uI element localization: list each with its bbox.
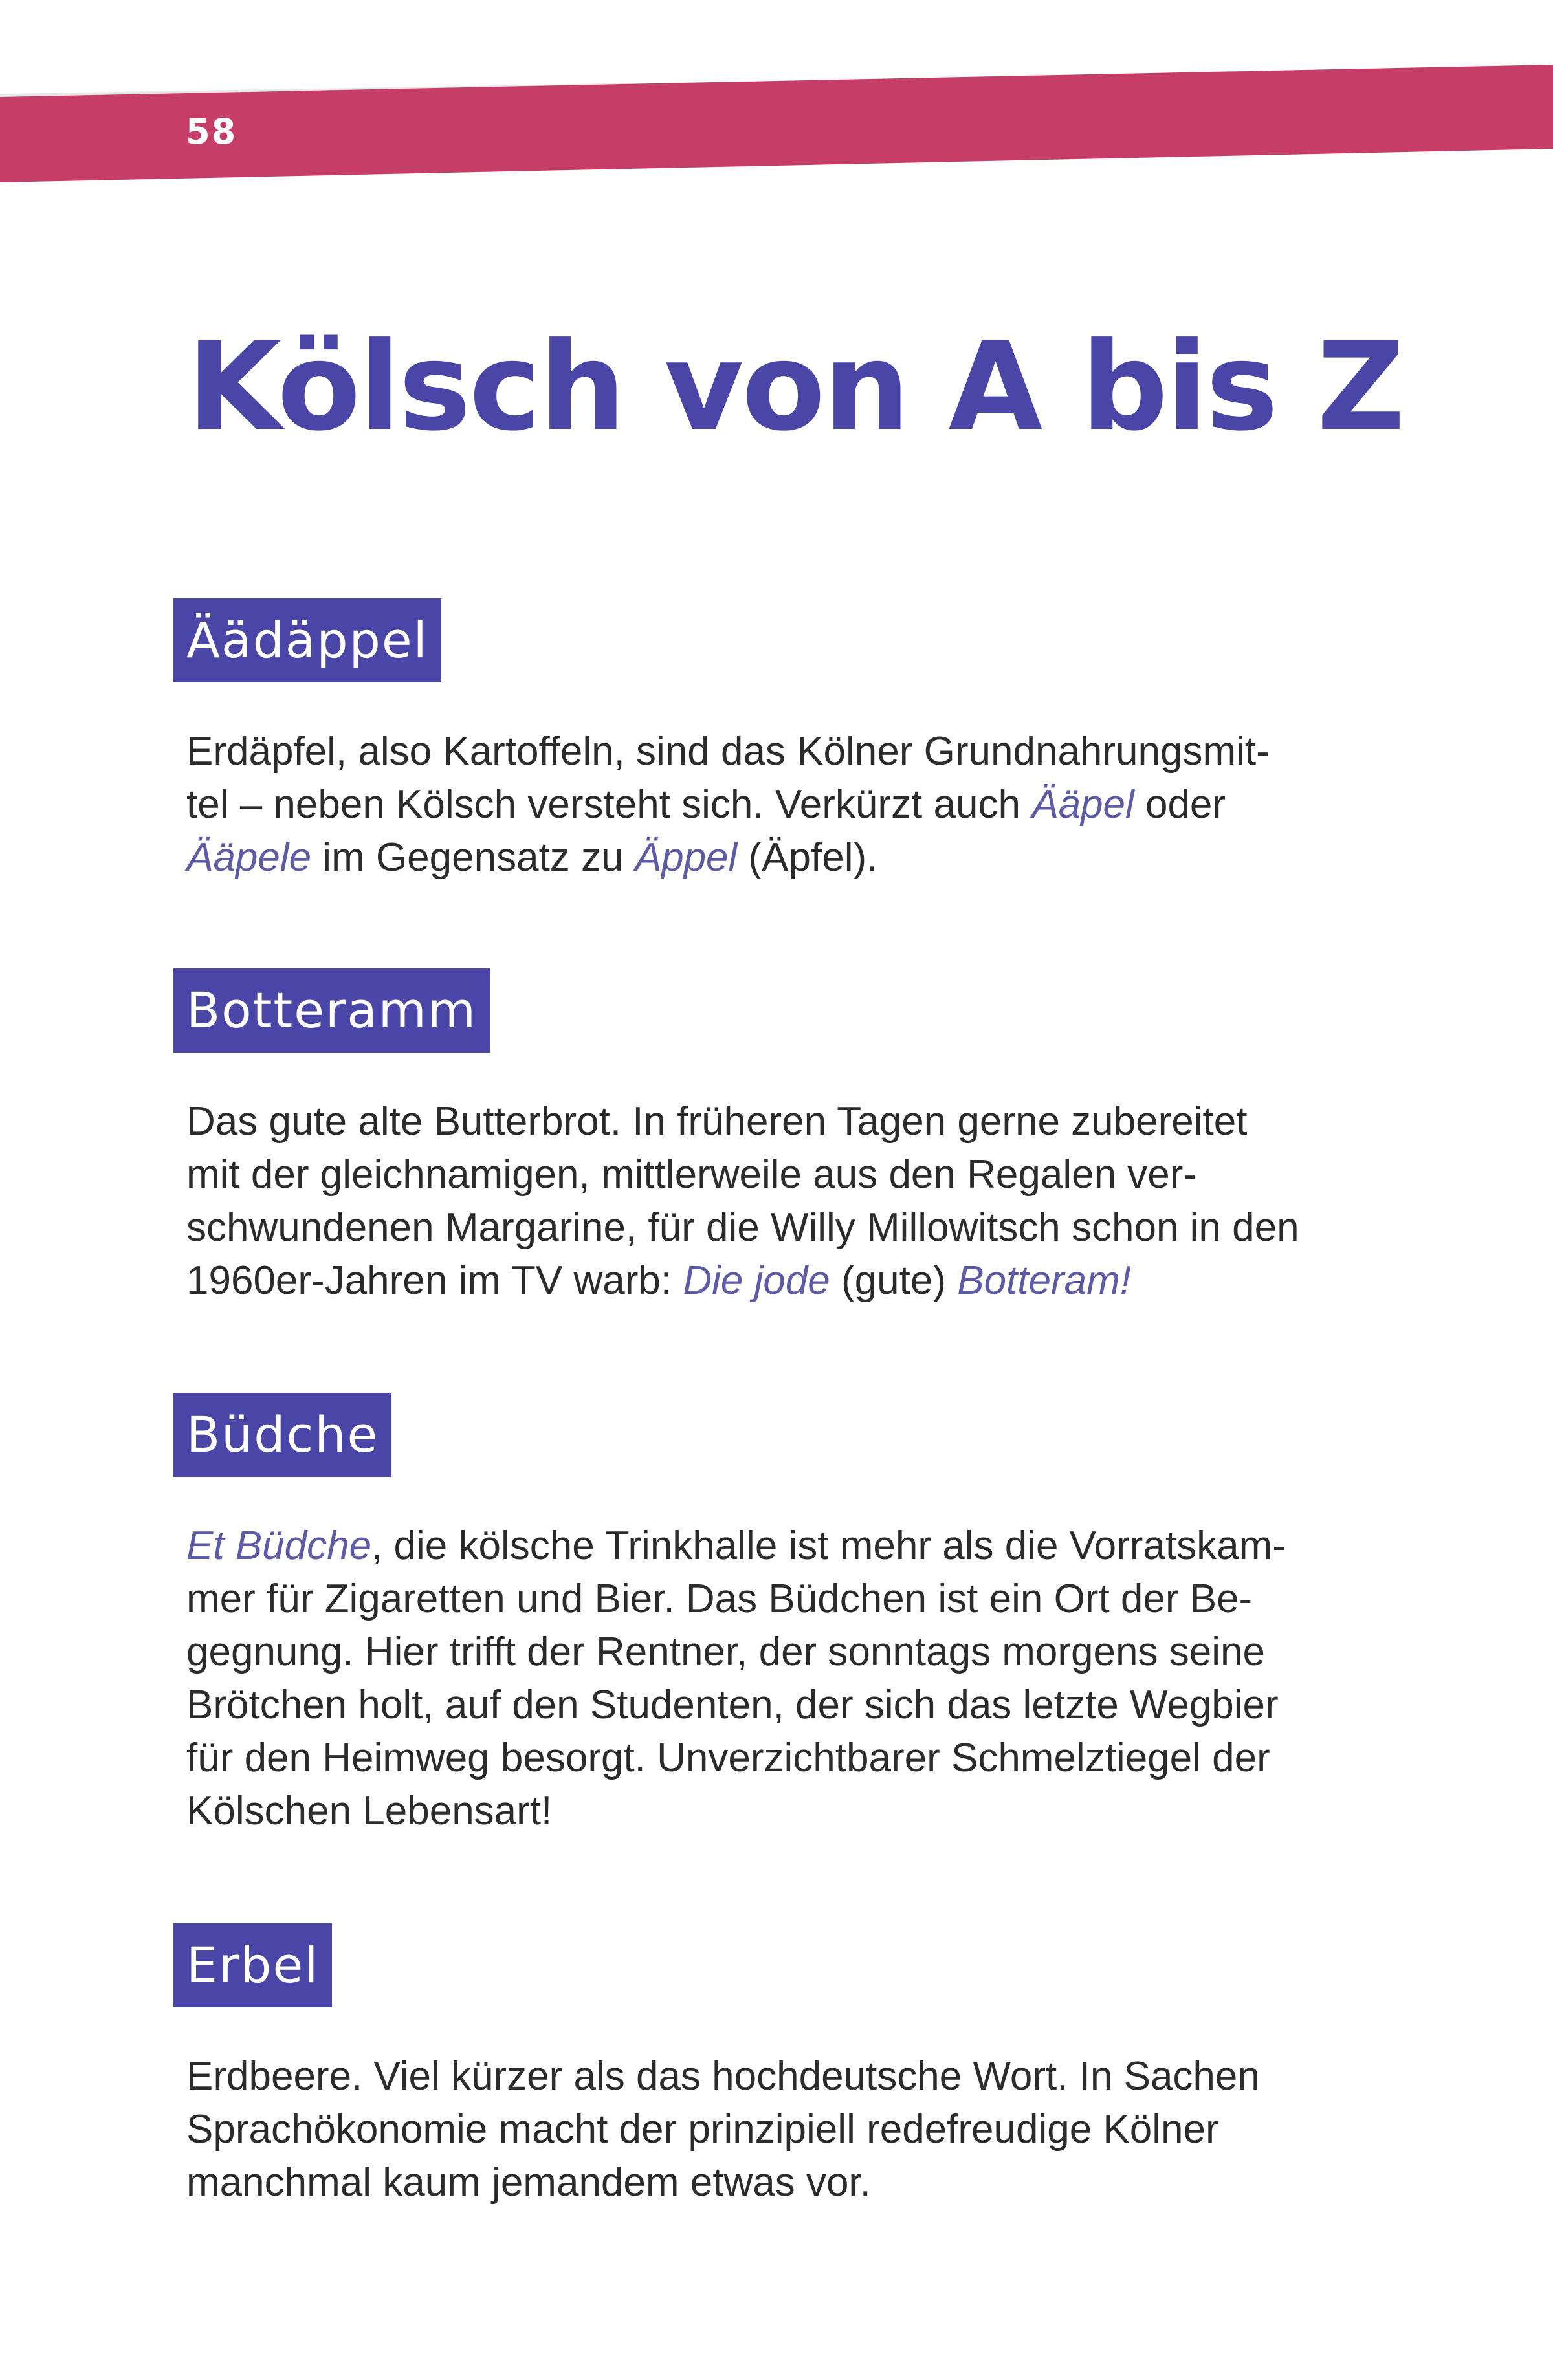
text-run: gegnung. Hier trifft der Rentner, der sonntags morgens seine <box>186 1630 1265 1674</box>
header-band <box>0 0 1553 207</box>
text-run: (gute) <box>830 1258 958 1303</box>
text-run: mit der gleichnamigen, mittlerweile aus den Regalen ver- <box>186 1152 1197 1197</box>
definition-line <box>186 2156 1377 2209</box>
text-run: schwundenen Margarine, für die Willy Millowitsch schon in den <box>186 1205 1299 1250</box>
text-run: (Äpfel). <box>737 835 878 880</box>
page-number: 58 <box>186 111 237 152</box>
glossary-entry <box>173 1393 1377 1838</box>
entry-definition <box>186 725 1377 884</box>
text-run: für den Heimweg besorgt. Unverzichtbarer Schmelztiegel der <box>186 1736 1270 1780</box>
dialect-word: Ääpele <box>186 835 312 880</box>
entry-term: Äädäppel <box>173 598 441 682</box>
text-run: im Gegensatz zu <box>311 835 635 880</box>
definition-line <box>186 1679 1377 1732</box>
text-run: Erdäpfel, also Kartoffeln, sind das Kölner Grundnahrungsmit- <box>186 729 1270 774</box>
text-run: Erdbeere. Viel kürzer als das hochdeutsche Wort. In Sachen <box>186 2054 1260 2099</box>
dialect-word: Äppel <box>634 835 738 880</box>
definition-line <box>186 1732 1377 1785</box>
entry-term: Büdche <box>173 1393 391 1477</box>
text-run: 1960er-Jahren im TV warb: <box>186 1258 683 1303</box>
glossary-entry <box>173 598 1377 884</box>
entry-term: Botteramm <box>173 968 490 1053</box>
header-band-shape <box>0 0 1553 207</box>
definition-line <box>186 831 1377 884</box>
definition-line <box>186 2050 1377 2103</box>
entry-definition <box>186 2050 1377 2209</box>
dialect-word: Botteram! <box>957 1258 1131 1303</box>
text-run: Das gute alte Butterbrot. In früheren Tagen gerne zubereitet <box>186 1099 1248 1144</box>
entry-definition <box>186 1095 1377 1307</box>
entry-term: Erbel <box>173 1923 332 2007</box>
text-run: mer für Zigaretten und Bier. Das Büdchen ist ein Ort der Be- <box>186 1577 1253 1621</box>
definition-line <box>186 725 1377 778</box>
text-run: oder <box>1134 782 1226 827</box>
text-run: , die kölsche Trinkhalle ist mehr als die Vorratskam- <box>371 1523 1286 1568</box>
text-run: Brötchen holt, auf den Studenten, der sich das letzte Wegbier <box>186 1683 1279 1727</box>
text-run: manchmal kaum jemandem etwas vor. <box>186 2160 871 2205</box>
dialect-word: Et Büdche <box>186 1523 372 1568</box>
text-run: Kölschen Lebensart! <box>186 1789 553 1833</box>
glossary-entry <box>173 1923 1377 2209</box>
definition-line <box>186 1573 1377 1626</box>
definition-line <box>186 1785 1377 1838</box>
definition-line <box>186 1095 1377 1148</box>
text-run: tel – neben Kölsch versteht sich. Verkürzt auch <box>186 782 1032 827</box>
definition-line <box>186 1148 1377 1201</box>
dialect-word: Die jode <box>683 1258 830 1303</box>
text-run: Sprachökonomie macht der prinzipiell redefreudige Kölner <box>186 2107 1219 2152</box>
definition-line <box>186 1626 1377 1679</box>
glossary-entry <box>173 968 1377 1307</box>
definition-line <box>186 2103 1377 2156</box>
dialect-word: Ääpel <box>1031 782 1134 827</box>
definition-line <box>186 1254 1377 1307</box>
definition-line <box>186 1520 1377 1573</box>
page-title: Kölsch von A bis Z <box>187 316 1404 458</box>
definition-line <box>186 1201 1377 1254</box>
entry-definition <box>186 1520 1377 1838</box>
definition-line <box>186 778 1377 831</box>
